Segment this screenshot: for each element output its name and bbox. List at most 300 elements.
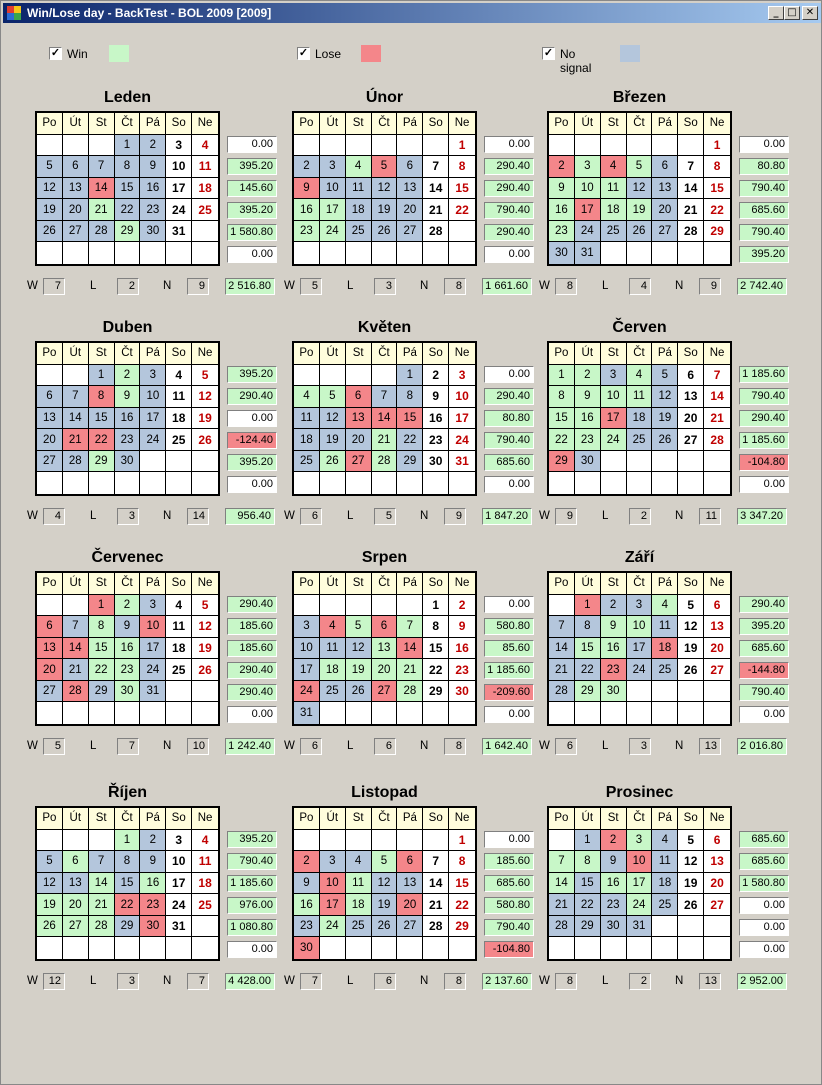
day-cell[interactable]: 11 — [320, 638, 346, 660]
day-cell[interactable]: 30 — [115, 451, 141, 473]
day-cell[interactable]: 15 — [423, 638, 449, 660]
day-cell[interactable]: 3 — [449, 365, 475, 387]
day-cell[interactable]: 5 — [37, 851, 63, 873]
day-cell[interactable]: 25 — [627, 429, 653, 451]
day-cell[interactable]: 8 — [89, 616, 115, 638]
day-cell[interactable]: 16 — [549, 199, 575, 221]
day-cell[interactable]: 23 — [115, 429, 141, 451]
day-cell[interactable]: 3 — [166, 830, 192, 852]
day-cell[interactable]: 18 — [601, 199, 627, 221]
day-cell[interactable]: 25 — [320, 681, 346, 703]
day-cell[interactable]: 6 — [397, 156, 423, 178]
day-cell[interactable]: 27 — [397, 221, 423, 243]
day-cell[interactable]: 6 — [704, 830, 730, 852]
day-cell[interactable]: 17 — [320, 199, 346, 221]
day-cell[interactable]: 9 — [423, 386, 449, 408]
day-cell[interactable]: 4 — [192, 135, 218, 157]
day-cell[interactable]: 8 — [449, 851, 475, 873]
day-cell[interactable]: 26 — [192, 429, 218, 451]
day-cell[interactable]: 21 — [423, 894, 449, 916]
day-cell[interactable]: 7 — [678, 156, 704, 178]
day-cell[interactable]: 22 — [704, 199, 730, 221]
day-cell[interactable]: 14 — [423, 178, 449, 200]
day-cell[interactable]: 14 — [89, 178, 115, 200]
day-cell[interactable]: 27 — [63, 916, 89, 938]
day-cell[interactable]: 3 — [601, 365, 627, 387]
day-cell[interactable]: 1 — [549, 365, 575, 387]
day-cell[interactable]: 10 — [140, 386, 166, 408]
day-cell[interactable]: 7 — [423, 851, 449, 873]
day-cell[interactable]: 27 — [652, 221, 678, 243]
day-cell[interactable]: 13 — [37, 408, 63, 430]
day-cell[interactable]: 5 — [627, 156, 653, 178]
day-cell[interactable]: 15 — [115, 178, 141, 200]
day-cell[interactable]: 29 — [549, 451, 575, 473]
day-cell[interactable]: 24 — [320, 916, 346, 938]
day-cell[interactable]: 11 — [601, 178, 627, 200]
day-cell[interactable]: 14 — [372, 408, 398, 430]
day-cell[interactable]: 18 — [652, 638, 678, 660]
day-cell[interactable]: 27 — [704, 894, 730, 916]
day-cell[interactable]: 11 — [346, 873, 372, 895]
day-cell[interactable]: 26 — [678, 894, 704, 916]
day-cell[interactable]: 28 — [89, 916, 115, 938]
day-cell[interactable]: 23 — [140, 199, 166, 221]
day-cell[interactable]: 18 — [346, 199, 372, 221]
day-cell[interactable]: 31 — [294, 702, 320, 724]
day-cell[interactable]: 18 — [627, 408, 653, 430]
day-cell[interactable]: 24 — [166, 199, 192, 221]
day-cell[interactable]: 10 — [320, 178, 346, 200]
day-cell[interactable]: 6 — [397, 851, 423, 873]
day-cell[interactable]: 17 — [601, 408, 627, 430]
day-cell[interactable]: 29 — [89, 451, 115, 473]
day-cell[interactable]: 30 — [423, 451, 449, 473]
day-cell[interactable]: 29 — [115, 221, 141, 243]
day-cell[interactable]: 7 — [372, 386, 398, 408]
day-cell[interactable]: 30 — [140, 221, 166, 243]
day-cell[interactable]: 14 — [678, 178, 704, 200]
day-cell[interactable]: 12 — [372, 873, 398, 895]
day-cell[interactable]: 22 — [115, 199, 141, 221]
day-cell[interactable]: 12 — [37, 873, 63, 895]
day-cell[interactable]: 20 — [652, 199, 678, 221]
day-cell[interactable]: 6 — [704, 595, 730, 617]
day-cell[interactable]: 15 — [575, 873, 601, 895]
day-cell[interactable]: 27 — [678, 429, 704, 451]
day-cell[interactable]: 23 — [140, 894, 166, 916]
day-cell[interactable]: 19 — [192, 408, 218, 430]
day-cell[interactable]: 7 — [549, 851, 575, 873]
day-cell[interactable]: 13 — [37, 638, 63, 660]
day-cell[interactable]: 31 — [166, 221, 192, 243]
day-cell[interactable]: 2 — [449, 595, 475, 617]
day-cell[interactable]: 1 — [449, 830, 475, 852]
close-button[interactable]: ✕ — [802, 6, 818, 20]
day-cell[interactable]: 2 — [601, 595, 627, 617]
day-cell[interactable]: 9 — [601, 616, 627, 638]
day-cell[interactable]: 28 — [423, 916, 449, 938]
win-checkbox[interactable]: ✓ — [50, 47, 61, 59]
day-cell[interactable]: 12 — [372, 178, 398, 200]
day-cell[interactable]: 2 — [115, 365, 141, 387]
day-cell[interactable]: 2 — [601, 830, 627, 852]
day-cell[interactable]: 14 — [63, 638, 89, 660]
day-cell[interactable]: 6 — [63, 156, 89, 178]
day-cell[interactable]: 8 — [704, 156, 730, 178]
day-cell[interactable]: 17 — [166, 178, 192, 200]
day-cell[interactable]: 7 — [89, 156, 115, 178]
day-cell[interactable]: 22 — [89, 429, 115, 451]
day-cell[interactable]: 12 — [627, 178, 653, 200]
day-cell[interactable]: 18 — [294, 429, 320, 451]
day-cell[interactable]: 16 — [423, 408, 449, 430]
day-cell[interactable]: 23 — [449, 659, 475, 681]
day-cell[interactable]: 12 — [346, 638, 372, 660]
day-cell[interactable]: 17 — [320, 894, 346, 916]
day-cell[interactable]: 7 — [397, 616, 423, 638]
day-cell[interactable]: 14 — [423, 873, 449, 895]
day-cell[interactable]: 14 — [89, 873, 115, 895]
day-cell[interactable]: 27 — [397, 916, 423, 938]
day-cell[interactable]: 15 — [575, 638, 601, 660]
day-cell[interactable]: 13 — [704, 616, 730, 638]
day-cell[interactable]: 6 — [346, 386, 372, 408]
day-cell[interactable]: 8 — [575, 616, 601, 638]
day-cell[interactable]: 8 — [115, 851, 141, 873]
day-cell[interactable]: 2 — [575, 365, 601, 387]
day-cell[interactable]: 23 — [115, 659, 141, 681]
day-cell[interactable]: 19 — [346, 659, 372, 681]
day-cell[interactable]: 5 — [320, 386, 346, 408]
day-cell[interactable]: 23 — [549, 221, 575, 243]
day-cell[interactable]: 11 — [346, 178, 372, 200]
day-cell[interactable]: 11 — [294, 408, 320, 430]
day-cell[interactable]: 3 — [320, 851, 346, 873]
day-cell[interactable]: 17 — [140, 408, 166, 430]
day-cell[interactable]: 29 — [575, 916, 601, 938]
day-cell[interactable]: 10 — [166, 156, 192, 178]
day-cell[interactable]: 1 — [575, 830, 601, 852]
day-cell[interactable]: 10 — [320, 873, 346, 895]
day-cell[interactable]: 1 — [423, 595, 449, 617]
day-cell[interactable]: 17 — [449, 408, 475, 430]
day-cell[interactable]: 26 — [192, 659, 218, 681]
day-cell[interactable]: 3 — [627, 595, 653, 617]
day-cell[interactable]: 5 — [192, 365, 218, 387]
day-cell[interactable]: 22 — [89, 659, 115, 681]
day-cell[interactable]: 30 — [601, 916, 627, 938]
day-cell[interactable]: 5 — [678, 830, 704, 852]
day-cell[interactable]: 19 — [320, 429, 346, 451]
day-cell[interactable]: 8 — [397, 386, 423, 408]
day-cell[interactable]: 22 — [115, 894, 141, 916]
day-cell[interactable]: 22 — [575, 894, 601, 916]
day-cell[interactable]: 24 — [140, 659, 166, 681]
day-cell[interactable]: 16 — [140, 873, 166, 895]
day-cell[interactable]: 2 — [140, 135, 166, 157]
day-cell[interactable]: 23 — [601, 659, 627, 681]
day-cell[interactable]: 17 — [140, 638, 166, 660]
day-cell[interactable]: 27 — [63, 221, 89, 243]
day-cell[interactable]: 3 — [320, 156, 346, 178]
day-cell[interactable]: 25 — [601, 221, 627, 243]
day-cell[interactable]: 24 — [627, 894, 653, 916]
day-cell[interactable]: 10 — [575, 178, 601, 200]
day-cell[interactable]: 9 — [140, 851, 166, 873]
day-cell[interactable]: 30 — [294, 937, 320, 959]
day-cell[interactable]: 11 — [166, 616, 192, 638]
day-cell[interactable]: 30 — [601, 681, 627, 703]
day-cell[interactable]: 2 — [549, 156, 575, 178]
day-cell[interactable]: 24 — [449, 429, 475, 451]
day-cell[interactable]: 4 — [652, 830, 678, 852]
lose-checkbox[interactable]: ✓ — [298, 47, 309, 59]
day-cell[interactable]: 14 — [549, 638, 575, 660]
day-cell[interactable]: 18 — [652, 873, 678, 895]
day-cell[interactable]: 24 — [166, 894, 192, 916]
day-cell[interactable]: 14 — [704, 386, 730, 408]
day-cell[interactable]: 26 — [652, 429, 678, 451]
day-cell[interactable]: 25 — [166, 429, 192, 451]
day-cell[interactable]: 3 — [575, 156, 601, 178]
day-cell[interactable]: 4 — [346, 156, 372, 178]
day-cell[interactable]: 21 — [678, 199, 704, 221]
day-cell[interactable]: 1 — [115, 135, 141, 157]
day-cell[interactable]: 28 — [549, 681, 575, 703]
day-cell[interactable]: 25 — [652, 894, 678, 916]
day-cell[interactable]: 31 — [627, 916, 653, 938]
day-cell[interactable]: 3 — [140, 595, 166, 617]
day-cell[interactable]: 12 — [678, 616, 704, 638]
day-cell[interactable]: 20 — [37, 659, 63, 681]
day-cell[interactable]: 9 — [601, 851, 627, 873]
day-cell[interactable]: 14 — [397, 638, 423, 660]
day-cell[interactable]: 11 — [166, 386, 192, 408]
day-cell[interactable]: 15 — [704, 178, 730, 200]
day-cell[interactable]: 31 — [575, 242, 601, 264]
day-cell[interactable]: 25 — [346, 916, 372, 938]
day-cell[interactable]: 22 — [449, 894, 475, 916]
day-cell[interactable]: 25 — [346, 221, 372, 243]
day-cell[interactable]: 20 — [704, 873, 730, 895]
day-cell[interactable]: 27 — [372, 681, 398, 703]
day-cell[interactable]: 7 — [63, 616, 89, 638]
day-cell[interactable]: 7 — [704, 365, 730, 387]
day-cell[interactable]: 12 — [652, 386, 678, 408]
day-cell[interactable]: 29 — [575, 681, 601, 703]
day-cell[interactable]: 25 — [166, 659, 192, 681]
day-cell[interactable]: 16 — [115, 408, 141, 430]
day-cell[interactable]: 17 — [166, 873, 192, 895]
day-cell[interactable]: 2 — [115, 595, 141, 617]
day-cell[interactable]: 23 — [575, 429, 601, 451]
day-cell[interactable]: 19 — [678, 873, 704, 895]
day-cell[interactable]: 12 — [192, 616, 218, 638]
day-cell[interactable]: 19 — [372, 894, 398, 916]
day-cell[interactable]: 20 — [704, 638, 730, 660]
day-cell[interactable]: 2 — [294, 156, 320, 178]
day-cell[interactable]: 13 — [346, 408, 372, 430]
day-cell[interactable]: 16 — [140, 178, 166, 200]
day-cell[interactable]: 4 — [601, 156, 627, 178]
day-cell[interactable]: 1 — [449, 135, 475, 157]
day-cell[interactable]: 28 — [63, 451, 89, 473]
day-cell[interactable]: 31 — [166, 916, 192, 938]
day-cell[interactable]: 27 — [346, 451, 372, 473]
day-cell[interactable]: 14 — [549, 873, 575, 895]
day-cell[interactable]: 20 — [397, 894, 423, 916]
day-cell[interactable]: 13 — [397, 873, 423, 895]
day-cell[interactable]: 17 — [627, 638, 653, 660]
day-cell[interactable]: 8 — [449, 156, 475, 178]
day-cell[interactable]: 20 — [397, 199, 423, 221]
day-cell[interactable]: 17 — [575, 199, 601, 221]
day-cell[interactable]: 20 — [346, 429, 372, 451]
day-cell[interactable]: 26 — [37, 221, 63, 243]
day-cell[interactable]: 31 — [140, 681, 166, 703]
day-cell[interactable]: 15 — [89, 638, 115, 660]
day-cell[interactable]: 29 — [397, 451, 423, 473]
day-cell[interactable]: 13 — [704, 851, 730, 873]
day-cell[interactable]: 13 — [372, 638, 398, 660]
day-cell[interactable]: 31 — [449, 451, 475, 473]
day-cell[interactable]: 24 — [320, 221, 346, 243]
day-cell[interactable]: 20 — [63, 894, 89, 916]
day-cell[interactable]: 12 — [192, 386, 218, 408]
day-cell[interactable]: 9 — [549, 178, 575, 200]
day-cell[interactable]: 7 — [89, 851, 115, 873]
day-cell[interactable]: 13 — [63, 178, 89, 200]
nosignal-checkbox[interactable]: ✓ — [543, 47, 554, 59]
day-cell[interactable]: 8 — [575, 851, 601, 873]
day-cell[interactable]: 21 — [423, 199, 449, 221]
day-cell[interactable]: 9 — [294, 178, 320, 200]
day-cell[interactable]: 10 — [294, 638, 320, 660]
day-cell[interactable]: 25 — [192, 894, 218, 916]
day-cell[interactable]: 29 — [704, 221, 730, 243]
day-cell[interactable]: 1 — [89, 595, 115, 617]
day-cell[interactable]: 21 — [549, 659, 575, 681]
day-cell[interactable]: 4 — [320, 616, 346, 638]
day-cell[interactable]: 18 — [166, 408, 192, 430]
day-cell[interactable]: 4 — [166, 365, 192, 387]
day-cell[interactable]: 6 — [37, 386, 63, 408]
day-cell[interactable]: 26 — [346, 681, 372, 703]
day-cell[interactable]: 24 — [294, 681, 320, 703]
day-cell[interactable]: 26 — [372, 221, 398, 243]
day-cell[interactable]: 7 — [63, 386, 89, 408]
day-cell[interactable]: 19 — [652, 408, 678, 430]
day-cell[interactable]: 29 — [423, 681, 449, 703]
day-cell[interactable]: 9 — [575, 386, 601, 408]
day-cell[interactable]: 19 — [37, 894, 63, 916]
day-cell[interactable]: 17 — [627, 873, 653, 895]
day-cell[interactable]: 21 — [89, 894, 115, 916]
day-cell[interactable]: 12 — [320, 408, 346, 430]
minimize-button[interactable]: _ — [768, 6, 784, 20]
day-cell[interactable]: 15 — [449, 178, 475, 200]
day-cell[interactable]: 21 — [63, 659, 89, 681]
day-cell[interactable]: 5 — [372, 156, 398, 178]
day-cell[interactable]: 13 — [678, 386, 704, 408]
day-cell[interactable]: 16 — [601, 873, 627, 895]
day-cell[interactable]: 16 — [294, 199, 320, 221]
day-cell[interactable]: 10 — [140, 616, 166, 638]
day-cell[interactable]: 1 — [575, 595, 601, 617]
day-cell[interactable]: 5 — [346, 616, 372, 638]
day-cell[interactable]: 4 — [627, 365, 653, 387]
day-cell[interactable]: 3 — [294, 616, 320, 638]
day-cell[interactable]: 18 — [192, 178, 218, 200]
day-cell[interactable]: 25 — [652, 659, 678, 681]
day-cell[interactable]: 28 — [63, 681, 89, 703]
day-cell[interactable]: 23 — [601, 894, 627, 916]
day-cell[interactable]: 22 — [575, 659, 601, 681]
day-cell[interactable]: 21 — [372, 429, 398, 451]
day-cell[interactable]: 13 — [652, 178, 678, 200]
day-cell[interactable]: 25 — [294, 451, 320, 473]
day-cell[interactable]: 21 — [704, 408, 730, 430]
day-cell[interactable]: 5 — [37, 156, 63, 178]
day-cell[interactable]: 17 — [294, 659, 320, 681]
day-cell[interactable]: 9 — [140, 156, 166, 178]
day-cell[interactable]: 21 — [397, 659, 423, 681]
day-cell[interactable]: 6 — [678, 365, 704, 387]
day-cell[interactable]: 9 — [115, 616, 141, 638]
day-cell[interactable]: 1 — [704, 135, 730, 157]
day-cell[interactable]: 24 — [575, 221, 601, 243]
day-cell[interactable]: 13 — [397, 178, 423, 200]
day-cell[interactable]: 1 — [89, 365, 115, 387]
day-cell[interactable]: 8 — [115, 156, 141, 178]
day-cell[interactable]: 6 — [63, 851, 89, 873]
day-cell[interactable]: 10 — [166, 851, 192, 873]
day-cell[interactable]: 8 — [549, 386, 575, 408]
day-cell[interactable]: 24 — [140, 429, 166, 451]
day-cell[interactable]: 2 — [140, 830, 166, 852]
day-cell[interactable]: 10 — [449, 386, 475, 408]
day-cell[interactable]: 4 — [652, 595, 678, 617]
day-cell[interactable]: 5 — [678, 595, 704, 617]
day-cell[interactable]: 2 — [294, 851, 320, 873]
day-cell[interactable]: 26 — [372, 916, 398, 938]
day-cell[interactable]: 22 — [449, 199, 475, 221]
day-cell[interactable]: 16 — [449, 638, 475, 660]
day-cell[interactable]: 1 — [115, 830, 141, 852]
day-cell[interactable]: 23 — [294, 221, 320, 243]
day-cell[interactable]: 23 — [423, 429, 449, 451]
day-cell[interactable]: 21 — [63, 429, 89, 451]
day-cell[interactable]: 30 — [449, 681, 475, 703]
day-cell[interactable]: 26 — [678, 659, 704, 681]
day-cell[interactable]: 30 — [140, 916, 166, 938]
day-cell[interactable]: 3 — [627, 830, 653, 852]
day-cell[interactable]: 19 — [192, 638, 218, 660]
day-cell[interactable]: 29 — [449, 916, 475, 938]
day-cell[interactable]: 4 — [166, 595, 192, 617]
day-cell[interactable]: 9 — [449, 616, 475, 638]
day-cell[interactable]: 20 — [372, 659, 398, 681]
day-cell[interactable]: 15 — [115, 873, 141, 895]
day-cell[interactable]: 18 — [192, 873, 218, 895]
day-cell[interactable]: 12 — [678, 851, 704, 873]
day-cell[interactable]: 28 — [397, 681, 423, 703]
day-cell[interactable]: 30 — [549, 242, 575, 264]
day-cell[interactable]: 28 — [89, 221, 115, 243]
day-cell[interactable]: 27 — [37, 451, 63, 473]
day-cell[interactable]: 4 — [294, 386, 320, 408]
